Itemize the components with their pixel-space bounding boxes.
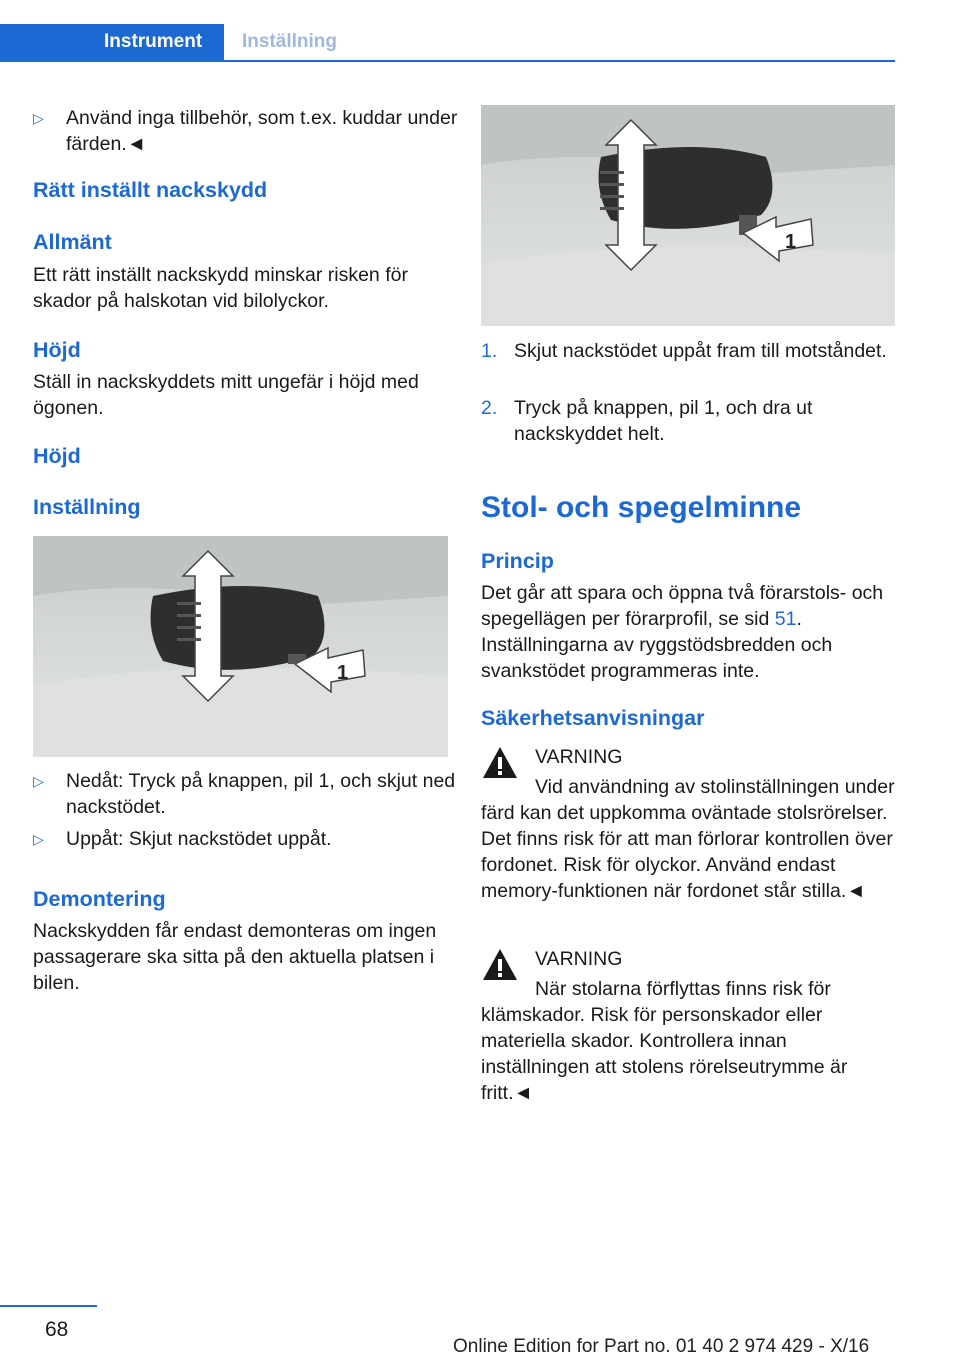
page-link-51[interactable]: 51 xyxy=(774,608,797,630)
footer-edition: Online Edition for Part no. 01 40 2 974 429 - X/16 xyxy=(453,1336,870,1357)
warning-2-label: VARNING xyxy=(535,948,623,970)
headrest-figure-left xyxy=(33,536,448,757)
heading-hojd-2: Höjd xyxy=(33,444,81,468)
step-number: 1. xyxy=(481,340,498,362)
heading-demontering: Demontering xyxy=(33,887,166,911)
step-2: 2. Tryck på knappen, pil 1, och dra ut nackskyddet helt. xyxy=(481,397,813,445)
heading-installning: Inställning xyxy=(33,495,141,519)
heading-ratt-installt: Rätt inställt nackskydd xyxy=(33,178,268,202)
footer-rule xyxy=(0,1305,97,1307)
heading-princip: Princip xyxy=(481,549,554,573)
bullet-triangle-icon: ▷ xyxy=(33,773,44,789)
bullet-triangle-icon: ▷ xyxy=(33,110,44,126)
text-hojd: Ställ in nackskyddets mitt ungefär i höjd med ögonen. xyxy=(33,371,419,419)
heading-stol-spegelminne: Stol- och spegelminne xyxy=(481,491,802,524)
text-princip: Det går att spara och öppna två förarstols- och spegellägen per förarprofil, se sid 51. Inställningarna av ryggstödsbredden och svankstödet programmeras inte. xyxy=(481,582,884,682)
header-rule xyxy=(0,60,895,62)
heading-hojd: Höjd xyxy=(33,338,81,362)
callout-1-right: 1 xyxy=(785,231,797,253)
warning-1-text: Vid användning av stolinställningen under färd kan det uppkomma oväntade stolsrörelser. Det finns risk för att man förlorar kontrollen över fordonet. Risk för olyckor. Använd endast memory-funktionen när fordonet står stilla.◄ xyxy=(481,776,895,902)
step-number: 2. xyxy=(481,397,498,419)
bullet-uppat: ▷ Uppåt: Skjut nackstödet uppåt. xyxy=(33,828,332,850)
text-demontering: Nackskydden får endast demonteras om ingen passagerare ska sitta på den aktuella platsen i bilen. xyxy=(33,920,437,994)
heading-sakerhetsanvisningar: Säkerhetsanvisningar xyxy=(481,706,705,730)
bullet-nedat: ▷ Nedåt: Tryck på knappen, pil 1, och skjut ned nackstödet. xyxy=(33,770,456,818)
text-allmant: Ett rätt inställt nackskydd minskar risken för skador på halskotan vid bilolyckor. xyxy=(33,264,408,312)
step-1: 1. Skjut nackstödet uppåt fram till motståndet. xyxy=(481,340,887,362)
tab-installning[interactable]: Inställning xyxy=(242,31,337,52)
tab-instrument[interactable]: Instrument xyxy=(0,24,224,60)
page-number: 68 xyxy=(45,1318,69,1341)
callout-1-left: 1 xyxy=(337,662,349,684)
header-tabbar xyxy=(0,24,895,62)
warning-1-label: VARNING xyxy=(535,746,623,768)
bullet-accessories: ▷ Använd inga tillbehör, som t.ex. kuddar under färden.◄ xyxy=(33,107,458,155)
heading-allmant: Allmänt xyxy=(33,230,112,254)
bullet-triangle-icon: ▷ xyxy=(33,831,44,847)
warning-2-text: När stolarna förflyttas finns risk för klämskador. Risk för personskador eller materiella skador. Kontrollera innan inställningen att stolens rörelseutrymme är fritt.◄ xyxy=(481,978,848,1104)
headrest-figure-right xyxy=(481,105,895,326)
